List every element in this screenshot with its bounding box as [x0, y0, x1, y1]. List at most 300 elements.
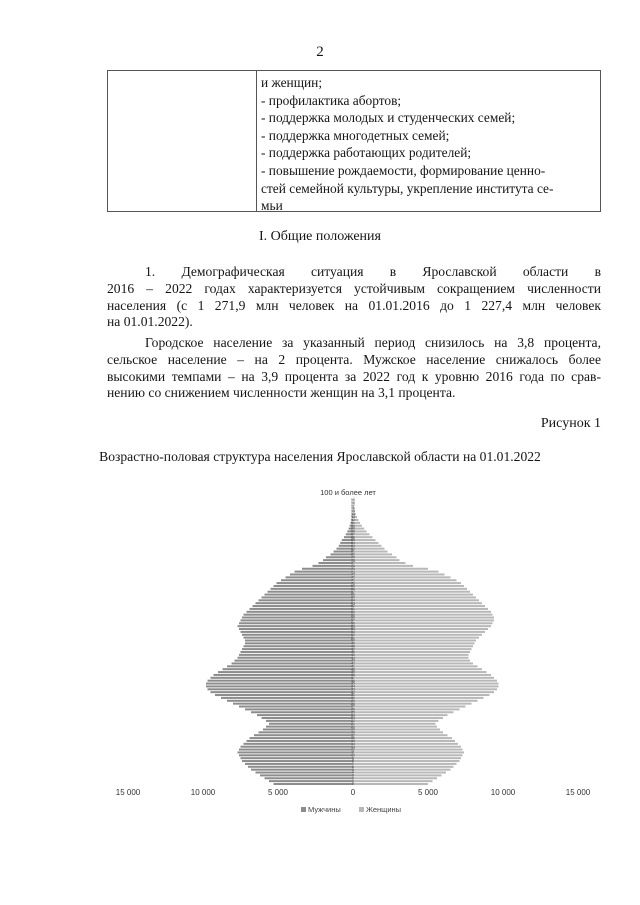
bar-male: [244, 614, 354, 616]
bar-male: [263, 728, 353, 730]
bar-male: [206, 685, 353, 687]
section-heading: I. Общие положения: [259, 229, 381, 244]
age-tick-label: 19: [351, 727, 355, 732]
bar-female: [353, 542, 379, 544]
bar-female: [353, 685, 499, 687]
age-tick-label: 53: [351, 630, 355, 635]
bar-female: [353, 674, 491, 676]
paragraph-line: населения (с 1 271,9 млн человек на 01.01.2016 до 1 227,4 млн человек: [107, 297, 601, 313]
bar-female: [353, 579, 457, 581]
age-tick-label: 18: [351, 730, 355, 735]
bar-female: [353, 694, 490, 696]
age-tick-label: 63: [351, 601, 355, 606]
bar-female: [353, 548, 385, 550]
age-tick-label: 23: [351, 716, 355, 721]
bar-female: [353, 625, 491, 627]
bar-male: [247, 740, 354, 742]
bar-male: [211, 691, 354, 693]
bar-male: [266, 720, 353, 722]
table-line: стей семейной культуры, укрепление института се-: [261, 180, 554, 196]
bar-female: [353, 665, 478, 667]
age-tick-label: 48: [351, 644, 355, 649]
age-tick-label: 31: [351, 693, 355, 698]
age-tick-label: 12: [351, 747, 355, 752]
paragraph-line: Городское население за указанный период снизилось на 3,8 процента,: [145, 335, 601, 350]
continuation-table: [107, 70, 601, 212]
table-line: - поддержка многодетных семей;: [261, 127, 450, 143]
bar-female: [353, 683, 499, 685]
age-tick-label: 94: [351, 512, 355, 517]
bar-male: [256, 772, 354, 774]
bar-female: [353, 731, 443, 733]
bar-female: [353, 631, 485, 633]
bar-male: [223, 668, 354, 670]
bar-female: [353, 530, 367, 532]
bar-female: [353, 657, 469, 659]
age-tick-label: 54: [351, 627, 355, 632]
age-tick-label: 10: [351, 753, 355, 758]
age-tick-label: 41: [351, 664, 355, 669]
bar-female: [353, 749, 463, 751]
bar-female: [353, 571, 439, 573]
bar-male: [239, 754, 353, 756]
bar-male: [235, 660, 354, 662]
bar-female: [353, 608, 488, 610]
age-tick-label: 72: [351, 575, 355, 580]
bar-male: [242, 648, 353, 650]
age-tick-label: 65: [351, 595, 355, 600]
bar-female: [353, 783, 428, 785]
bar-female: [353, 654, 469, 656]
bar-male: [232, 662, 354, 664]
bar-female: [353, 599, 479, 601]
bar-male: [247, 611, 354, 613]
bar-male: [302, 568, 353, 570]
age-tick-label: 17: [351, 733, 355, 738]
age-tick-label: 96: [351, 506, 355, 511]
paragraph-line: высокими темпами – на 3,9 процента за 2022 год к уровню 2016 года по срав-: [107, 368, 601, 384]
age-tick-label: 13: [351, 744, 355, 749]
bar-female: [353, 780, 433, 782]
x-tick-label: 15 000: [565, 788, 591, 797]
age-tick-label: 35: [351, 681, 355, 686]
age-tick-label: 2: [352, 776, 354, 781]
bar-male: [260, 774, 353, 776]
bar-female: [353, 708, 460, 710]
age-tick-label: 88: [351, 529, 355, 534]
age-tick-label: 82: [351, 546, 355, 551]
bar-female: [353, 634, 482, 636]
x-tick-label: 10 000: [490, 788, 516, 797]
age-tick-label: 60: [351, 609, 355, 614]
bar-male: [269, 723, 353, 725]
table-line: мьи: [261, 198, 283, 214]
age-tick-label: 3: [352, 773, 354, 778]
bar-male: [250, 608, 354, 610]
paragraph-line: нению со снижением численности женщин на 3,1 процента.: [107, 385, 456, 401]
bar-male: [266, 726, 353, 728]
bar-female: [353, 594, 473, 596]
table-line: и женщин;: [261, 75, 323, 90]
age-tick-label: 40: [351, 667, 355, 672]
bar-male: [265, 594, 354, 596]
bar-male: [265, 777, 354, 779]
bar-male: [323, 559, 353, 561]
bar-female: [353, 720, 439, 722]
bar-female: [353, 714, 448, 716]
bar-female: [353, 605, 485, 607]
age-tick-label: 80: [351, 552, 355, 557]
bar-female: [353, 734, 448, 736]
age-tick-label: 8: [352, 759, 354, 764]
bar-female: [353, 588, 467, 590]
bar-male: [334, 551, 354, 553]
x-tick-label: 5 000: [417, 788, 439, 797]
age-tick-label: 77: [351, 561, 355, 566]
age-tick-label: 50: [351, 638, 355, 643]
bar-male: [331, 553, 354, 555]
bar-male: [211, 677, 354, 679]
age-tick-label: 86: [351, 535, 355, 540]
bar-male: [208, 688, 354, 690]
bar-female: [353, 602, 482, 604]
age-tick-label: 20: [351, 724, 355, 729]
bar-male: [313, 565, 354, 567]
age-tick-label: 28: [351, 701, 355, 706]
age-tick-label: 43: [351, 658, 355, 663]
paragraph-line: 1. Демографическая ситуация в Ярославской области в: [145, 264, 601, 279]
bar-female: [353, 671, 487, 673]
age-tick-label: 25: [351, 710, 355, 715]
bar-male: [239, 654, 353, 656]
age-tick-label: 79: [351, 555, 355, 560]
bar-female: [353, 703, 472, 705]
age-tick-label: 22: [351, 719, 355, 724]
age-tick-label: 73: [351, 572, 355, 577]
age-tick-label: 58: [351, 615, 355, 620]
age-tick-label: 47: [351, 647, 355, 652]
age-tick-label: 30: [351, 696, 355, 701]
age-tick-label: 51: [351, 635, 355, 640]
bar-female: [353, 740, 455, 742]
age-tick-label: 36: [351, 678, 355, 683]
age-tick-label: 97: [351, 503, 355, 508]
bar-male: [244, 637, 354, 639]
age-tick-label: 83: [351, 543, 355, 548]
figure-label: Рисунок 1: [540, 416, 601, 431]
age-tick-label: 33: [351, 687, 355, 692]
age-tick-label: 59: [351, 612, 355, 617]
age-tick-label: 37: [351, 675, 355, 680]
bar-female: [353, 614, 493, 616]
bar-male: [239, 706, 353, 708]
figure-caption: Возрастно-половая структура населения Ярославской области на 01.01.2022: [99, 449, 541, 464]
bar-male: [238, 625, 354, 627]
age-tick-label: 70: [351, 581, 355, 586]
age-tick-label: 52: [351, 632, 355, 637]
bar-female: [353, 688, 497, 690]
bar-female: [353, 651, 470, 653]
bar-female: [353, 648, 472, 650]
bar-female: [353, 711, 454, 713]
bar-female: [353, 751, 464, 753]
age-tick-label: 5: [352, 767, 354, 772]
bar-female: [353, 754, 463, 756]
bar-female: [353, 568, 428, 570]
bar-male: [274, 783, 354, 785]
x-tick-label: 0: [350, 788, 356, 797]
age-tick-label: 46: [351, 650, 355, 655]
bar-male: [244, 743, 354, 745]
age-tick-label: 34: [351, 684, 355, 689]
age-tick-label: 84: [351, 541, 355, 546]
age-tick-label: 99: [351, 498, 355, 503]
bar-male: [262, 596, 354, 598]
age-tick-label: 93: [351, 515, 355, 520]
age-tick-label: 26: [351, 707, 355, 712]
bar-female: [353, 536, 373, 538]
bar-male: [238, 657, 354, 659]
age-tick-label: 14: [351, 741, 355, 746]
bar-female: [353, 611, 491, 613]
bar-male: [214, 674, 354, 676]
bar-female: [353, 743, 458, 745]
bar-male: [274, 585, 354, 587]
bar-female: [353, 642, 475, 644]
bar-male: [208, 680, 354, 682]
legend-entry: Мужчины: [308, 805, 341, 814]
legend-entry: Женщины: [366, 805, 402, 814]
bar-female: [353, 622, 493, 624]
bar-male: [251, 711, 353, 713]
x-tick-label: 15 000: [115, 788, 141, 797]
bar-male: [218, 671, 353, 673]
page-number: 2: [316, 44, 324, 60]
table-line: - поддержка работающих родителей;: [261, 145, 472, 161]
top-category-label: 100 и более лет: [320, 488, 376, 497]
age-tick-label: 75: [351, 566, 355, 571]
bar-male: [245, 640, 353, 642]
age-tick-label: 49: [351, 641, 355, 646]
bar-male: [241, 651, 354, 653]
age-tick-label: 76: [351, 564, 355, 569]
bar-female: [353, 726, 437, 728]
bar-male: [215, 694, 353, 696]
legend-swatch: [359, 807, 364, 812]
age-tick-label: 0: [352, 782, 354, 787]
age-tick-label: 89: [351, 526, 355, 531]
bar-female: [353, 617, 494, 619]
bar-female: [353, 562, 406, 564]
bar-female: [353, 591, 470, 593]
bar-female: [353, 660, 470, 662]
age-tick-label: 55: [351, 624, 355, 629]
age-tick-label: 91: [351, 520, 355, 525]
bar-female: [353, 545, 382, 547]
bar-female: [353, 662, 473, 664]
table-left-cell: [108, 71, 257, 211]
bar-female: [353, 565, 413, 567]
bar-male: [241, 619, 354, 621]
bar-male: [281, 579, 353, 581]
bar-male: [257, 714, 353, 716]
bar-female: [353, 769, 451, 771]
x-tick-label: 10 000: [190, 788, 216, 797]
bar-male: [319, 562, 354, 564]
bar-female: [353, 757, 461, 759]
age-tick-label: 39: [351, 670, 355, 675]
age-tick-label: 32: [351, 690, 355, 695]
bar-female: [353, 573, 445, 575]
bar-female: [353, 700, 478, 702]
bar-male: [286, 576, 354, 578]
bar-female: [353, 777, 437, 779]
bar-male: [253, 605, 354, 607]
bar-male: [262, 717, 354, 719]
age-tick-label: 67: [351, 589, 355, 594]
age-tick-label: 9: [352, 756, 354, 761]
bar-male: [251, 769, 353, 771]
bar-female: [353, 774, 442, 776]
bar-male: [295, 571, 354, 573]
bar-male: [245, 642, 353, 644]
paragraph-2: [107, 335, 601, 402]
bar-male: [239, 628, 353, 630]
age-tick-label: 16: [351, 736, 355, 741]
bar-male: [233, 703, 353, 705]
age-tick-label: 11: [351, 750, 355, 755]
bar-male: [241, 746, 354, 748]
bar-female: [353, 628, 488, 630]
age-tick-label: 45: [351, 653, 355, 657]
bar-male: [245, 708, 353, 710]
bar-male: [241, 757, 354, 759]
bar-female: [353, 728, 440, 730]
age-tick-label: 42: [351, 661, 355, 666]
bar-female: [353, 697, 484, 699]
bar-male: [245, 763, 353, 765]
bar-male: [238, 751, 354, 753]
paragraph-line: 2016 – 2022 годах характеризуется устойчивым сокращением численности: [107, 280, 601, 296]
age-tick-label: 87: [351, 532, 355, 537]
age-tick-label: 64: [351, 598, 355, 603]
bar-female: [353, 539, 376, 541]
age-tick-label: 29: [351, 698, 355, 703]
bar-male: [242, 617, 353, 619]
bar-female: [353, 668, 482, 670]
bar-female: [353, 723, 436, 725]
bar-male: [268, 591, 354, 593]
bar-female: [353, 619, 494, 621]
age-tick-label: 4: [352, 770, 354, 775]
bar-male: [250, 737, 354, 739]
bar-female: [353, 760, 460, 762]
bar-male: [269, 780, 353, 782]
bar-female: [353, 680, 497, 682]
age-tick-label: 24: [351, 713, 355, 718]
age-tick-label: 81: [351, 549, 355, 554]
age-tick-label: 38: [351, 673, 355, 678]
age-tick-label: 6: [352, 764, 354, 769]
bar-male: [259, 599, 354, 601]
bar-male: [221, 697, 353, 699]
population-pyramid-chart: [0, 480, 640, 825]
age-tick-label: 7: [352, 762, 354, 767]
bar-male: [277, 582, 354, 584]
bar-female: [353, 772, 446, 774]
table-right-cell: [261, 74, 596, 215]
table-line: - повышение рождаемости, формирование ценно-: [261, 162, 546, 178]
age-tick-label: 98: [351, 500, 355, 505]
paragraph-line: сельское население – на 2 процента. Мужское население снижалось более: [107, 351, 601, 367]
age-tick-label: 57: [351, 618, 355, 623]
age-tick-label: 90: [351, 523, 355, 528]
bar-female: [353, 576, 451, 578]
bar-male: [326, 556, 353, 558]
bar-male: [242, 634, 353, 636]
bar-female: [353, 766, 454, 768]
age-tick-label: 92: [351, 518, 355, 523]
x-tick-label: 5 000: [267, 788, 289, 797]
bar-female: [353, 717, 443, 719]
age-tick-label: 62: [351, 604, 355, 609]
age-tick-label: 15: [351, 739, 355, 744]
bar-male: [259, 731, 354, 733]
age-tick-label: 71: [351, 578, 355, 583]
bar-male: [271, 588, 354, 590]
bar-female: [353, 596, 476, 598]
bar-female: [353, 585, 464, 587]
bar-male: [239, 622, 353, 624]
age-tick-label: 68: [351, 586, 355, 591]
bar-female: [353, 746, 461, 748]
age-tick-label: 56: [351, 621, 355, 626]
age-tick-label: 69: [351, 584, 355, 589]
bar-female: [353, 582, 461, 584]
bar-male: [254, 734, 353, 736]
table-line: - профилактика абортов;: [261, 92, 402, 108]
bar-female: [353, 553, 392, 555]
bar-female: [353, 637, 479, 639]
bar-female: [353, 645, 473, 647]
bar-male: [290, 573, 353, 575]
bar-female: [353, 551, 388, 553]
bar-male: [206, 683, 353, 685]
bar-male: [256, 602, 354, 604]
bar-male: [241, 631, 354, 633]
bar-female: [353, 677, 494, 679]
bar-female: [353, 556, 397, 558]
bar-female: [353, 691, 494, 693]
paragraph-1: [107, 264, 601, 331]
age-tick-label: 61: [351, 607, 355, 612]
bar-female: [353, 706, 466, 708]
bar-male: [244, 645, 354, 647]
bar-female: [353, 533, 370, 535]
age-tick-label: 66: [351, 592, 355, 597]
bar-male: [248, 766, 353, 768]
age-tick-label: 95: [351, 509, 355, 514]
bar-female: [353, 559, 400, 561]
bar-female: [353, 737, 452, 739]
bar-male: [242, 760, 353, 762]
paragraph-line: на 01.01.2022).: [107, 314, 193, 330]
bar-male: [227, 700, 353, 702]
age-tick-label: 78: [351, 558, 355, 563]
age-tick-label: 74: [351, 569, 355, 574]
age-tick-label: 27: [351, 704, 355, 709]
bar-male: [227, 665, 353, 667]
